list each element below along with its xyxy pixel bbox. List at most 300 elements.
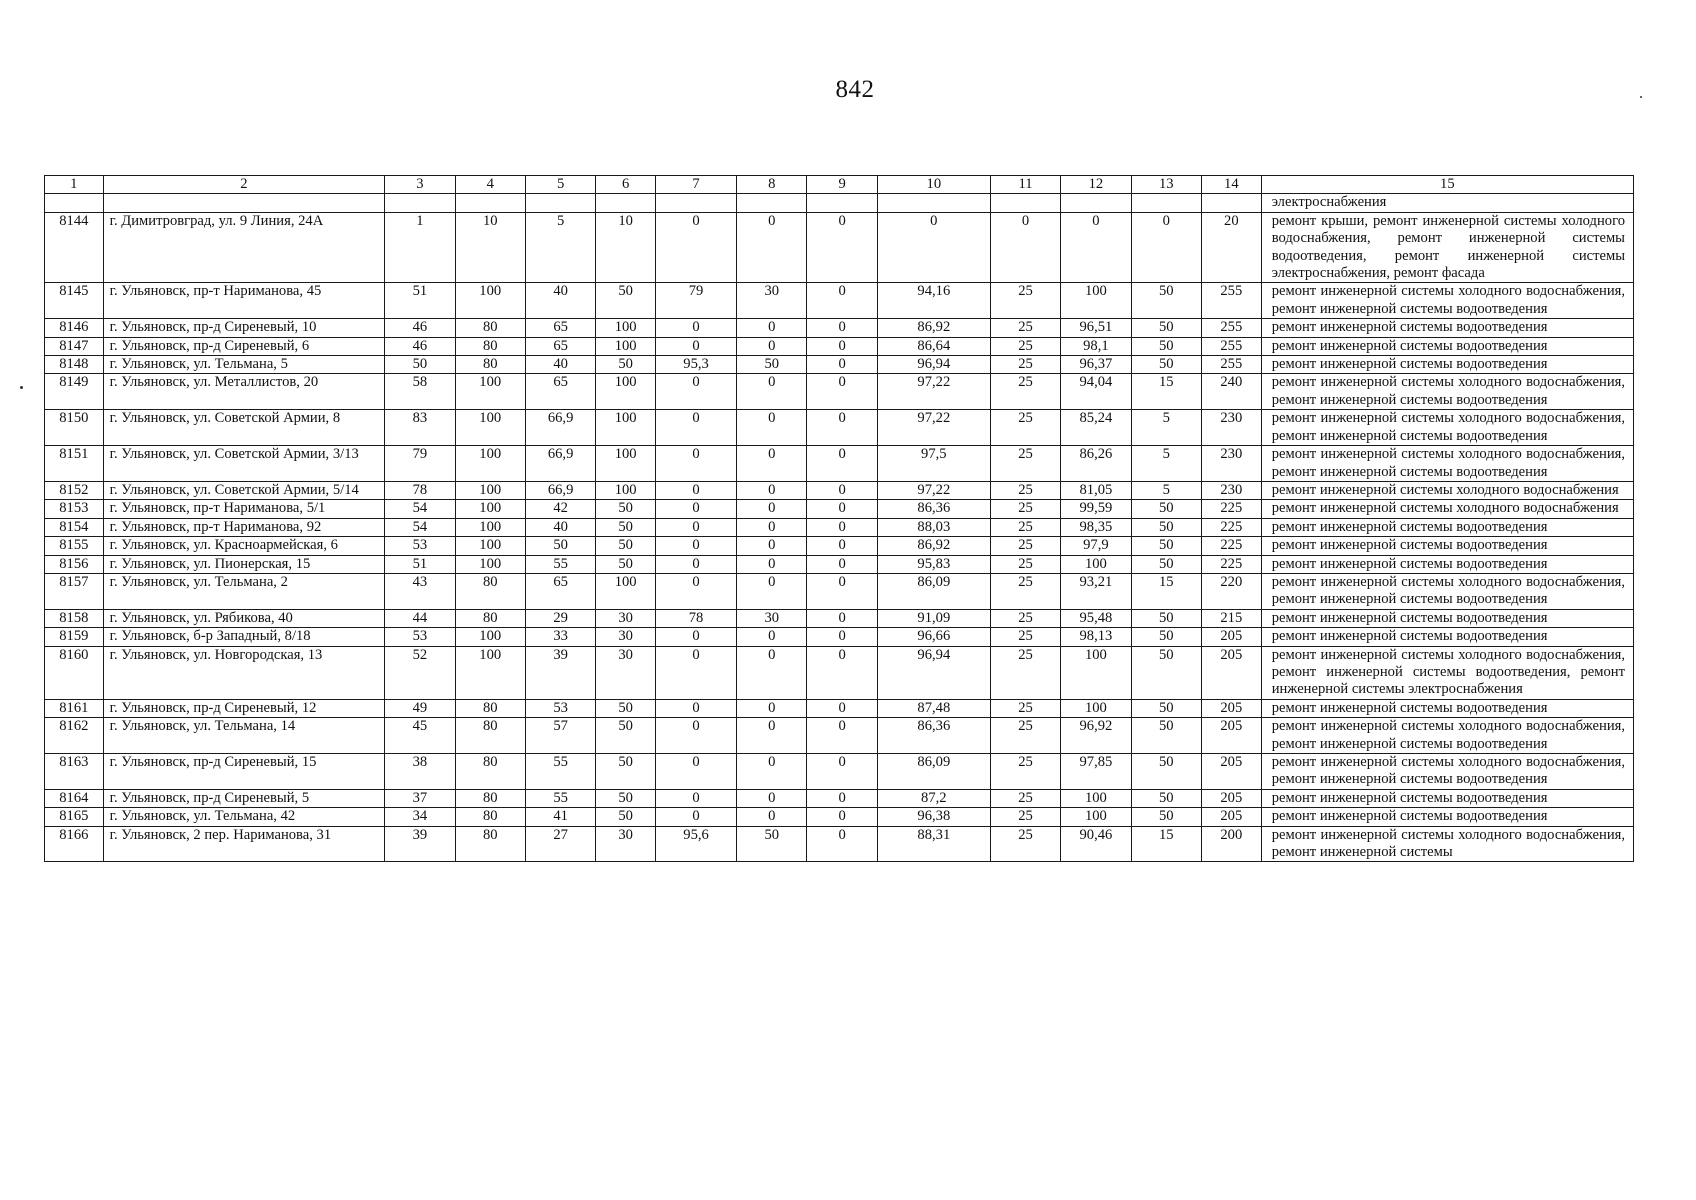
row-number-cell: 8154 (45, 518, 104, 536)
value-cell-12: 94,04 (1061, 374, 1131, 410)
value-cell-14: 200 (1201, 826, 1261, 862)
value-cell-3: 58 (385, 374, 455, 410)
value-cell-4: 80 (455, 754, 525, 790)
value-cell-10: 96,66 (877, 628, 990, 646)
value-cell-9: 0 (807, 337, 877, 355)
value-cell-7: 0 (656, 573, 737, 609)
row-number-cell: 8145 (45, 283, 104, 319)
data-table (44, 175, 1634, 862)
value-cell-5: 33 (525, 628, 595, 646)
value-cell-9: 0 (807, 573, 877, 609)
works-cell: ремонт инженерной системы холодного водоснабжения (1261, 481, 1633, 499)
row-number-cell: 8153 (45, 500, 104, 518)
column-number-4: 4 (455, 176, 525, 194)
table-cell (1061, 194, 1131, 212)
value-cell-8: 0 (737, 319, 807, 337)
value-cell-13: 5 (1131, 446, 1201, 482)
address-cell: г. Ульяновск, ул. Тельмана, 2 (103, 573, 385, 609)
value-cell-4: 10 (455, 212, 525, 283)
value-cell-9: 0 (807, 628, 877, 646)
value-cell-7: 0 (656, 481, 737, 499)
value-cell-12: 96,51 (1061, 319, 1131, 337)
value-cell-10: 97,22 (877, 481, 990, 499)
value-cell-7: 0 (656, 410, 737, 446)
works-cell: ремонт инженерной системы водоотведения (1261, 555, 1633, 573)
table-row (45, 356, 1634, 374)
address-cell: г. Ульяновск, ул. Тельмана, 14 (103, 718, 385, 754)
value-cell-12: 100 (1061, 789, 1131, 807)
value-cell-4: 100 (455, 518, 525, 536)
value-cell-11: 25 (990, 374, 1060, 410)
value-cell-7: 0 (656, 646, 737, 699)
value-cell-3: 52 (385, 646, 455, 699)
value-cell-6: 30 (596, 609, 656, 627)
value-cell-5: 42 (525, 500, 595, 518)
value-cell-5: 5 (525, 212, 595, 283)
row-number-cell: 8159 (45, 628, 104, 646)
value-cell-7: 0 (656, 789, 737, 807)
value-cell-12: 86,26 (1061, 446, 1131, 482)
value-cell-11: 25 (990, 537, 1060, 555)
row-number-cell: 8156 (45, 555, 104, 573)
address-cell: г. Ульяновск, ул. Рябикова, 40 (103, 609, 385, 627)
column-number-14: 14 (1201, 176, 1261, 194)
value-cell-11: 25 (990, 446, 1060, 482)
value-cell-4: 80 (455, 718, 525, 754)
value-cell-3: 53 (385, 537, 455, 555)
value-cell-4: 80 (455, 337, 525, 355)
column-number-9: 9 (807, 176, 877, 194)
works-cell: ремонт крыши, ремонт инженерной системы холодного водоснабжения, ремонт инженерной системы водоотведения, ремонт инженерной системы электроснабжения, ремонт фасада (1261, 212, 1633, 283)
row-number-cell: 8161 (45, 699, 104, 717)
value-cell-13: 50 (1131, 628, 1201, 646)
value-cell-14: 205 (1201, 718, 1261, 754)
value-cell-3: 51 (385, 555, 455, 573)
table-cell (1131, 194, 1201, 212)
works-cell: ремонт инженерной системы водоотведения (1261, 699, 1633, 717)
column-number-10: 10 (877, 176, 990, 194)
value-cell-3: 46 (385, 337, 455, 355)
value-cell-7: 0 (656, 319, 737, 337)
value-cell-3: 45 (385, 718, 455, 754)
value-cell-13: 5 (1131, 410, 1201, 446)
value-cell-6: 100 (596, 410, 656, 446)
value-cell-13: 50 (1131, 646, 1201, 699)
value-cell-9: 0 (807, 808, 877, 826)
value-cell-14: 225 (1201, 555, 1261, 573)
address-cell: г. Ульяновск, ул. Советской Армии, 3/13 (103, 446, 385, 482)
value-cell-13: 15 (1131, 573, 1201, 609)
address-cell: г. Ульяновск, ул. Советской Армии, 5/14 (103, 481, 385, 499)
value-cell-6: 100 (596, 374, 656, 410)
value-cell-11: 25 (990, 699, 1060, 717)
works-cell: ремонт инженерной системы холодного водоснабжения, ремонт инженерной системы водоотведения (1261, 446, 1633, 482)
value-cell-11: 25 (990, 826, 1060, 862)
value-cell-3: 34 (385, 808, 455, 826)
table-row (45, 699, 1634, 717)
value-cell-12: 98,35 (1061, 518, 1131, 536)
row-number-cell: 8144 (45, 212, 104, 283)
value-cell-4: 100 (455, 500, 525, 518)
table-row (45, 319, 1634, 337)
value-cell-12: 97,9 (1061, 537, 1131, 555)
works-cell: ремонт инженерной системы водоотведения (1261, 789, 1633, 807)
row-number-cell: 8165 (45, 808, 104, 826)
column-number-13: 13 (1131, 176, 1201, 194)
address-cell: г. Ульяновск, ул. Красноармейская, 6 (103, 537, 385, 555)
works-cell: ремонт инженерной системы холодного водоснабжения, ремонт инженерной системы водоотведения (1261, 573, 1633, 609)
value-cell-14: 255 (1201, 337, 1261, 355)
value-cell-6: 10 (596, 212, 656, 283)
value-cell-4: 80 (455, 699, 525, 717)
works-cell: ремонт инженерной системы холодного водоснабжения, ремонт инженерной системы водоотведения (1261, 374, 1633, 410)
value-cell-13: 50 (1131, 319, 1201, 337)
value-cell-6: 50 (596, 808, 656, 826)
value-cell-10: 96,94 (877, 356, 990, 374)
value-cell-5: 66,9 (525, 481, 595, 499)
value-cell-13: 0 (1131, 212, 1201, 283)
value-cell-12: 81,05 (1061, 481, 1131, 499)
value-cell-4: 100 (455, 628, 525, 646)
value-cell-9: 0 (807, 356, 877, 374)
value-cell-5: 53 (525, 699, 595, 717)
value-cell-11: 25 (990, 789, 1060, 807)
value-cell-10: 86,92 (877, 319, 990, 337)
value-cell-8: 0 (737, 337, 807, 355)
row-number-cell: 8152 (45, 481, 104, 499)
value-cell-11: 25 (990, 410, 1060, 446)
value-cell-6: 30 (596, 646, 656, 699)
address-cell: г. Димитровград, ул. 9 Линия, 24А (103, 212, 385, 283)
row-number-cell: 8150 (45, 410, 104, 446)
value-cell-11: 25 (990, 283, 1060, 319)
value-cell-8: 0 (737, 628, 807, 646)
value-cell-10: 97,5 (877, 446, 990, 482)
table-body (45, 194, 1634, 862)
value-cell-10: 87,48 (877, 699, 990, 717)
value-cell-7: 0 (656, 518, 737, 536)
value-cell-3: 79 (385, 446, 455, 482)
address-cell: г. Ульяновск, ул. Тельмана, 5 (103, 356, 385, 374)
value-cell-5: 55 (525, 555, 595, 573)
value-cell-11: 25 (990, 518, 1060, 536)
value-cell-14: 225 (1201, 518, 1261, 536)
row-number-cell: 8155 (45, 537, 104, 555)
table-cell (807, 194, 877, 212)
value-cell-7: 0 (656, 555, 737, 573)
value-cell-9: 0 (807, 410, 877, 446)
value-cell-10: 88,03 (877, 518, 990, 536)
value-cell-10: 86,92 (877, 537, 990, 555)
table-row (45, 500, 1634, 518)
value-cell-4: 100 (455, 481, 525, 499)
value-cell-4: 80 (455, 789, 525, 807)
value-cell-13: 15 (1131, 374, 1201, 410)
value-cell-14: 230 (1201, 410, 1261, 446)
address-cell: г. Ульяновск, пр-д Сиреневый, 6 (103, 337, 385, 355)
value-cell-8: 0 (737, 500, 807, 518)
value-cell-12: 96,92 (1061, 718, 1131, 754)
address-cell: г. Ульяновск, ул. Советской Армии, 8 (103, 410, 385, 446)
continuation-row (45, 194, 1634, 212)
value-cell-6: 100 (596, 573, 656, 609)
value-cell-9: 0 (807, 789, 877, 807)
address-cell: г. Ульяновск, пр-т Нариманова, 92 (103, 518, 385, 536)
value-cell-7: 95,3 (656, 356, 737, 374)
table-cell (737, 194, 807, 212)
value-cell-3: 37 (385, 789, 455, 807)
value-cell-4: 80 (455, 609, 525, 627)
column-number-6: 6 (596, 176, 656, 194)
value-cell-10: 97,22 (877, 410, 990, 446)
value-cell-10: 0 (877, 212, 990, 283)
value-cell-8: 0 (737, 481, 807, 499)
column-number-7: 7 (656, 176, 737, 194)
address-cell: г. Ульяновск, пр-т Нариманова, 5/1 (103, 500, 385, 518)
value-cell-5: 65 (525, 374, 595, 410)
value-cell-14: 205 (1201, 754, 1261, 790)
value-cell-8: 0 (737, 374, 807, 410)
value-cell-7: 0 (656, 628, 737, 646)
address-cell: г. Ульяновск, ул. Новгородская, 13 (103, 646, 385, 699)
value-cell-7: 0 (656, 337, 737, 355)
value-cell-6: 30 (596, 826, 656, 862)
value-cell-14: 240 (1201, 374, 1261, 410)
value-cell-12: 100 (1061, 699, 1131, 717)
value-cell-3: 54 (385, 500, 455, 518)
value-cell-12: 0 (1061, 212, 1131, 283)
value-cell-4: 80 (455, 356, 525, 374)
value-cell-7: 95,6 (656, 826, 737, 862)
table-row (45, 754, 1634, 790)
continued-works-cell: электроснабжения (1261, 194, 1633, 212)
value-cell-14: 20 (1201, 212, 1261, 283)
value-cell-11: 25 (990, 555, 1060, 573)
value-cell-14: 205 (1201, 628, 1261, 646)
value-cell-10: 86,36 (877, 718, 990, 754)
value-cell-13: 50 (1131, 356, 1201, 374)
table-row (45, 212, 1634, 283)
column-number-1: 1 (45, 176, 104, 194)
table-row (45, 826, 1634, 862)
value-cell-8: 0 (737, 754, 807, 790)
value-cell-10: 96,94 (877, 646, 990, 699)
value-cell-10: 88,31 (877, 826, 990, 862)
column-number-11: 11 (990, 176, 1060, 194)
value-cell-4: 80 (455, 319, 525, 337)
works-cell: ремонт инженерной системы холодного водоснабжения, ремонт инженерной системы водоотведения (1261, 754, 1633, 790)
works-cell: ремонт инженерной системы холодного водоснабжения, ремонт инженерной системы водоотведения (1261, 410, 1633, 446)
value-cell-6: 100 (596, 481, 656, 499)
value-cell-4: 80 (455, 573, 525, 609)
table-row (45, 410, 1634, 446)
value-cell-11: 0 (990, 212, 1060, 283)
table-cell (525, 194, 595, 212)
value-cell-10: 95,83 (877, 555, 990, 573)
works-cell: ремонт инженерной системы холодного водоснабжения (1261, 500, 1633, 518)
row-number-cell: 8146 (45, 319, 104, 337)
value-cell-13: 50 (1131, 609, 1201, 627)
value-cell-13: 50 (1131, 283, 1201, 319)
address-cell: г. Ульяновск, пр-д Сиреневый, 12 (103, 699, 385, 717)
value-cell-12: 100 (1061, 283, 1131, 319)
value-cell-13: 50 (1131, 808, 1201, 826)
value-cell-13: 50 (1131, 337, 1201, 355)
value-cell-3: 54 (385, 518, 455, 536)
value-cell-5: 65 (525, 573, 595, 609)
value-cell-6: 50 (596, 537, 656, 555)
value-cell-14: 225 (1201, 500, 1261, 518)
value-cell-4: 100 (455, 646, 525, 699)
value-cell-8: 50 (737, 356, 807, 374)
value-cell-4: 80 (455, 826, 525, 862)
table-cell (596, 194, 656, 212)
table-row (45, 374, 1634, 410)
value-cell-13: 50 (1131, 789, 1201, 807)
address-cell: г. Ульяновск, пр-т Нариманова, 45 (103, 283, 385, 319)
table-row (45, 446, 1634, 482)
table-row (45, 789, 1634, 807)
value-cell-5: 40 (525, 356, 595, 374)
table-cell (990, 194, 1060, 212)
value-cell-6: 100 (596, 446, 656, 482)
value-cell-10: 91,09 (877, 609, 990, 627)
value-cell-13: 15 (1131, 826, 1201, 862)
value-cell-14: 220 (1201, 573, 1261, 609)
value-cell-8: 0 (737, 718, 807, 754)
value-cell-9: 0 (807, 699, 877, 717)
value-cell-10: 94,16 (877, 283, 990, 319)
address-cell: г. Ульяновск, пр-д Сиреневый, 15 (103, 754, 385, 790)
value-cell-9: 0 (807, 754, 877, 790)
value-cell-5: 66,9 (525, 410, 595, 446)
value-cell-6: 50 (596, 718, 656, 754)
value-cell-5: 66,9 (525, 446, 595, 482)
value-cell-5: 57 (525, 718, 595, 754)
value-cell-13: 5 (1131, 481, 1201, 499)
value-cell-9: 0 (807, 319, 877, 337)
table-cell (385, 194, 455, 212)
table-cell (656, 194, 737, 212)
works-cell: ремонт инженерной системы водоотведения (1261, 518, 1633, 536)
value-cell-7: 79 (656, 283, 737, 319)
value-cell-9: 0 (807, 374, 877, 410)
value-cell-3: 51 (385, 283, 455, 319)
address-cell: г. Ульяновск, пр-д Сиреневый, 5 (103, 789, 385, 807)
value-cell-6: 50 (596, 518, 656, 536)
value-cell-5: 41 (525, 808, 595, 826)
value-cell-11: 25 (990, 646, 1060, 699)
value-cell-10: 97,22 (877, 374, 990, 410)
value-cell-9: 0 (807, 212, 877, 283)
value-cell-14: 225 (1201, 537, 1261, 555)
value-cell-11: 25 (990, 356, 1060, 374)
value-cell-12: 95,48 (1061, 609, 1131, 627)
column-number-5: 5 (525, 176, 595, 194)
value-cell-8: 0 (737, 808, 807, 826)
column-number-8: 8 (737, 176, 807, 194)
value-cell-10: 86,64 (877, 337, 990, 355)
value-cell-7: 0 (656, 212, 737, 283)
value-cell-6: 50 (596, 283, 656, 319)
value-cell-3: 1 (385, 212, 455, 283)
value-cell-4: 100 (455, 555, 525, 573)
address-cell: г. Ульяновск, пр-д Сиреневый, 10 (103, 319, 385, 337)
value-cell-14: 205 (1201, 789, 1261, 807)
value-cell-12: 85,24 (1061, 410, 1131, 446)
value-cell-13: 50 (1131, 699, 1201, 717)
table-row (45, 718, 1634, 754)
column-number-2: 2 (103, 176, 385, 194)
value-cell-6: 30 (596, 628, 656, 646)
value-cell-8: 0 (737, 410, 807, 446)
scan-speck (20, 386, 23, 389)
data-table-container (44, 175, 1634, 862)
value-cell-8: 0 (737, 789, 807, 807)
column-number-15: 15 (1261, 176, 1633, 194)
column-number-header (45, 176, 1634, 194)
value-cell-3: 49 (385, 699, 455, 717)
value-cell-12: 98,13 (1061, 628, 1131, 646)
address-cell: г. Ульяновск, ул. Металлистов, 20 (103, 374, 385, 410)
value-cell-13: 50 (1131, 555, 1201, 573)
value-cell-6: 100 (596, 319, 656, 337)
table-row (45, 518, 1634, 536)
value-cell-3: 43 (385, 573, 455, 609)
value-cell-11: 25 (990, 609, 1060, 627)
value-cell-5: 39 (525, 646, 595, 699)
value-cell-4: 100 (455, 410, 525, 446)
table-cell (455, 194, 525, 212)
value-cell-8: 0 (737, 518, 807, 536)
value-cell-5: 55 (525, 754, 595, 790)
table-row (45, 283, 1634, 319)
value-cell-5: 27 (525, 826, 595, 862)
value-cell-11: 25 (990, 573, 1060, 609)
table-row (45, 337, 1634, 355)
value-cell-9: 0 (807, 446, 877, 482)
column-number-12: 12 (1061, 176, 1131, 194)
table-cell (103, 194, 385, 212)
value-cell-14: 205 (1201, 699, 1261, 717)
value-cell-12: 99,59 (1061, 500, 1131, 518)
row-number-cell: 8160 (45, 646, 104, 699)
value-cell-12: 100 (1061, 646, 1131, 699)
value-cell-3: 50 (385, 356, 455, 374)
value-cell-8: 0 (737, 446, 807, 482)
row-number-cell: 8163 (45, 754, 104, 790)
value-cell-7: 0 (656, 808, 737, 826)
value-cell-9: 0 (807, 609, 877, 627)
works-cell: ремонт инженерной системы водоотведения (1261, 537, 1633, 555)
value-cell-4: 100 (455, 537, 525, 555)
works-cell: ремонт инженерной системы водоотведения (1261, 319, 1633, 337)
value-cell-3: 39 (385, 826, 455, 862)
value-cell-14: 255 (1201, 319, 1261, 337)
value-cell-13: 50 (1131, 518, 1201, 536)
value-cell-7: 0 (656, 699, 737, 717)
table-cell (877, 194, 990, 212)
value-cell-13: 50 (1131, 537, 1201, 555)
value-cell-11: 25 (990, 500, 1060, 518)
value-cell-7: 78 (656, 609, 737, 627)
value-cell-14: 205 (1201, 646, 1261, 699)
value-cell-12: 100 (1061, 808, 1131, 826)
table-cell (1201, 194, 1261, 212)
value-cell-8: 0 (737, 646, 807, 699)
column-number-3: 3 (385, 176, 455, 194)
value-cell-10: 87,2 (877, 789, 990, 807)
